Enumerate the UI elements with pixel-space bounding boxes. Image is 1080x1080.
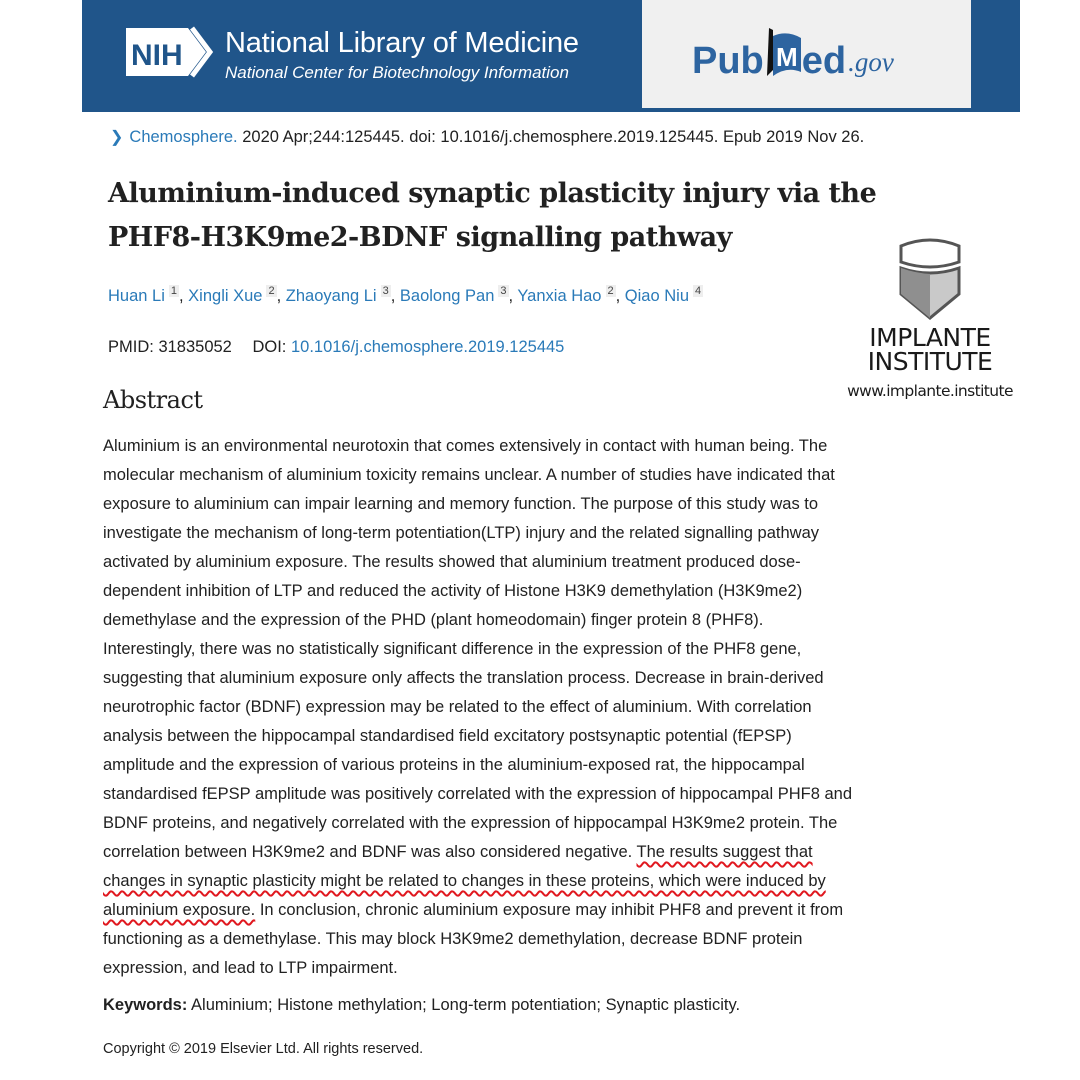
keywords [103,996,740,1015]
open-book-icon [763,26,803,80]
watermark-line-2: INSTITUTE [867,347,993,376]
abstract-line: molecular mechanism of aluminium toxicity remains unclear. A number of studies have indicated that [103,466,835,484]
implante-watermark [846,232,1014,412]
keywords-label: Keywords: [103,996,188,1014]
abstract-line [103,867,983,896]
red-underlined-text: aluminium exposure. [103,901,256,919]
abstract-line: activated by aluminium exposure. The results showed that aluminium treatment produced dose- [103,553,801,571]
affiliation-badge[interactable]: 4 [695,285,702,297]
red-underlined-text: changes in synaptic plasticity might be related to changes in these proteins, which were induced by [103,872,826,890]
abstract-line: neurotrophic factor (BDNF) expression may be related to the effect of aluminium. With correlation [103,698,812,716]
shield-icon [895,232,965,322]
nih-badge-text: NIH [131,39,183,72]
author-link[interactable]: Yanxia Hao [517,287,602,305]
identifiers [108,338,564,357]
book-letter: M [775,42,798,72]
author-link[interactable]: Baolong Pan [399,287,495,305]
author-link[interactable]: Qiao Niu [624,287,689,305]
watermark-line-1: IMPLANTE [869,323,991,352]
org-subtitle: National Center for Biotechnology Information [225,63,569,82]
author-list: Huan Li $^1$ , Xingli Xue $^2$ , Zhaoyang Li $^3$ , Baolong Pan $^3$ , Yanxia Hao $^2$ , Qiao Niu $^4$ [108,285,702,305]
watermark-url: www.implante.institute [847,382,1013,400]
doi-link[interactable]: 10.1016/j.chemosphere.2019.125445 [290,338,565,356]
abstract-line: Aluminium is an environmental neurotoxin that comes extensively in contact with human being. The [103,437,828,455]
abstract-line: dependent inhibition of LTP and reduced the activity of Histone H3K9 demethylation (H3K9me2) [103,582,803,600]
author-link[interactable]: Zhaoyang Li [285,287,377,305]
site-header [82,0,1020,112]
nih-logo-icon[interactable] [122,24,214,80]
abstract-text: correlation between H3K9me2 and BDNF was also considered negative. [103,843,637,861]
affiliation-badge[interactable]: 1 [170,285,177,297]
abstract-line: suggesting that aluminium exposure only affects the translation process. Decrease in brain-derived [103,669,824,687]
red-underlined-text: The results suggest that [636,843,813,861]
abstract-line: Interestingly, there was no statistically significant difference in the expression of the PHF8 gene, [103,640,802,658]
org-title[interactable]: National Library of Medicine [225,27,579,59]
abstract-line: BDNF proteins, and negatively correlated with the expression of hippocampal H3K9me2 protein. The [103,814,838,832]
title-line-2: PHF8-H3K9me2-BDNF signalling pathway [108,222,732,253]
title-line-1: Aluminium-induced synaptic plasticity injury via the [108,178,877,209]
abstract-line: functioning as a demethylase. This may block H3K9me2 demethylation, decrease BDNF protein [103,930,803,948]
abstract-line: standardised fEPSP amplitude was positively correlated with the expression of hippocampal PHF8 and [103,785,853,803]
abstract-body [103,432,983,983]
abstract-text: In conclusion, chronic aluminium exposure may inhibit PHF8 and prevent it from [255,901,844,919]
abstract-line: investigate the mechanism of long-term potentiation(LTP) injury and the related signalling pathway [103,524,820,542]
abstract-line: amplitude and the expression of various proteins in the aluminium-exposed rat, the hippocampal [103,756,805,774]
copyright-notice: Copyright © 2019 Elsevier Ltd. All rights reserved. [103,1041,424,1057]
affiliation-badge[interactable]: 3 [382,285,389,297]
author-link[interactable]: Xingli Xue [188,287,263,305]
abstract-line: expression, and lead to LTP impairment. [103,959,398,977]
pubmed-logo-gov: .gov [848,47,894,77]
abstract-line: analysis between the hippocampal standardised field excitatory postsynaptic potential (fEPSP) [103,727,792,745]
pmid-label: PMID: [108,338,154,356]
pubmed-logo-pub: Pub [692,40,764,82]
pubmed-logo-box[interactable] [642,0,971,108]
author-link[interactable]: Huan Li [108,287,165,305]
abstract-line: demethylase and the expression of the PHD (plant homeodomain) finger protein 8 (PHF8). [103,611,764,629]
citation-line [110,127,864,147]
abstract-line: exposure to aluminium can impair learning and memory function. The purpose of this study was to [103,495,819,513]
pmid-value: 31835052 [158,338,232,356]
affiliation-badge[interactable]: 3 [500,285,507,297]
abstract-line [103,838,983,867]
pubmed-logo-ed: ed [801,40,847,82]
keywords-text: Aluminium; Histone methylation; Long-term potentiation; Synaptic plasticity. [187,996,741,1014]
affiliation-badge[interactable]: 2 [268,285,275,297]
citation-details: 2020 Apr;244:125445. doi: 10.1016/j.chemosphere.2019.125445. Epub 2019 Nov 26. [237,128,865,146]
doi-label: DOI: [252,338,287,356]
chevron-right-icon[interactable]: ❯ [110,129,124,146]
abstract-line [103,896,983,925]
abstract-heading: Abstract [103,386,203,414]
pubmed-logo[interactable] [692,20,894,80]
affiliation-badge[interactable]: 2 [607,285,614,297]
journal-link[interactable]: Chemosphere. [129,128,238,146]
